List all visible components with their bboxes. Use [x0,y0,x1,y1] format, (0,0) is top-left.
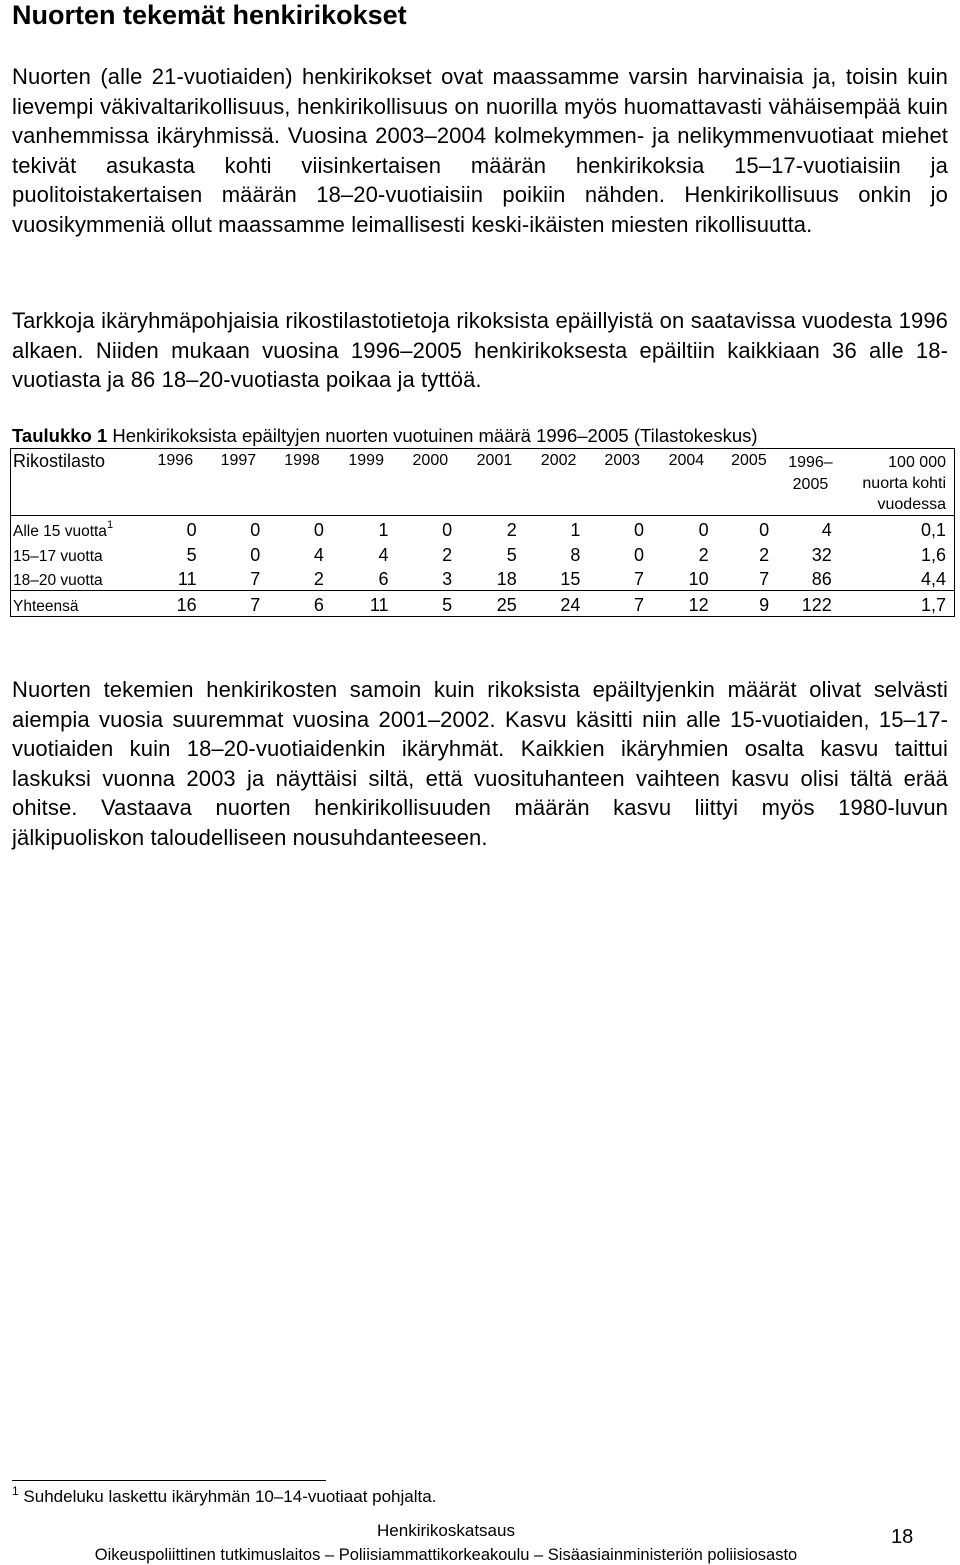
table-cell: 15 [560,569,581,589]
header-year: 1996 [157,452,194,469]
table-cell-ratio: 1,7 [920,595,946,615]
table-cell: 0 [634,519,645,540]
header-range [779,449,842,516]
table-caption [12,424,758,448]
row-label: 15–17 vuotta [13,547,103,565]
table-cell: 7 [759,569,770,589]
table-cell: 2 [698,544,709,565]
header-ratio-line: vuodessa [877,496,946,513]
table-cell: 7 [634,569,645,589]
header-year: 2004 [668,452,705,469]
table-cell: 2 [442,544,453,565]
table-cell: 10 [688,569,709,589]
table-header-row [11,449,955,516]
header-label: Rikostilasto [13,451,106,471]
header-year: 2005 [731,452,767,469]
paragraph-statistics: Tarkkoja ikäryhmäpohjaisia rikostilastotietoja rikoksista epäillyistä on saatavissa vuodesta 1996 alkaen. Niiden mukaan vuosina 1996–2005 henkirikoksesta epäiltiin kaikkiaan 36 alle 18-vuotiasta ja 86 18–20-vuotiasta poikaa ja tyttöä. [12,308,948,392]
table-cell: 2 [759,544,770,565]
table-cell-ratio: 0,1 [920,519,946,540]
table-row [11,541,955,566]
header-range-end: 2005 [792,476,829,493]
table-total-row [11,591,955,617]
table-cell: 5 [186,544,197,565]
table-cell: 0 [313,519,324,540]
table-cell: 1 [378,519,389,540]
header-year: 2000 [412,452,449,469]
header-year: 2001 [476,452,513,469]
paragraph-intro: Nuorten (alle 21-vuotiaiden) henkirikokset ovat maassamme varsin harvinaisia ja, toisin kuin lievempi väkivaltarikollisuus, henkirikollisuus on nuorilla myös huomattavasti vähäisempää kuin vanhemmissa ikäryhmissä. Vuosina 2003–2004 kolmekymmen- ja nelikymmenvuotiaat miehet tekivät asukasta kohti viisinkertaisen määrän henkirikoksia 15–17-vuotiaisiin ja puolitoistakertaisen määrän 18–20-vuotiaisiin poikiin nähden. Henkirikollisuus onkin jo vuosikymmeniä ollut maassamme leimallisesti keski-ikäisten miesten rikollisuutta. [12,64,948,237]
table-cell: 16 [176,595,197,615]
table-cell: 0 [186,519,197,540]
table-caption-text: Henkirikoksista epäiltyjen nuorten vuotuinen määrä 1996–2005 (Tilastokeskus) [112,425,758,446]
footnote-marker: 1 [12,1484,19,1498]
suspects-table [10,448,955,617]
table-cell: 4 [378,544,389,565]
table-cell: 11 [177,569,197,589]
table-cell: 0 [698,519,709,540]
table-cell-total: 4 [821,519,832,540]
table-cell: 0 [759,519,770,540]
table-cell: 6 [378,569,389,589]
header-ratio-line: nuorta kohti [862,475,946,492]
table-cell: 24 [560,595,581,615]
header-year: 2003 [604,452,641,469]
footnote-text: Suhdeluku laskettu ikäryhmän 10–14-vuotiaat pohjalta. [23,1487,437,1506]
table-cell: 2 [506,519,517,540]
header-ratio [842,449,955,516]
footnote-ref: 1 [106,518,114,531]
table-caption-label: Taulukko 1 [12,425,108,446]
table-cell: 7 [250,595,261,615]
paragraph-trends: Nuorten tekemien henkirikosten samoin kuin rikoksista epäiltyjenkin määrät olivat selvästi aiempia vuosia suuremmat vuosina 2001–2002. Kasvu käsitti niin alle 15-vuotiaiden, 15–17-vuotiaiden kuin 18–20-vuotiaidenkin ikäryhmät. Kaikkien ikäryhmien osalta kasvu taittui laskuksi vuonna 2003 ja näyttäisi siltä, että vuosituhanteen vaihteen kasvu olisi tältä erää ohitse. Vastaava nuorten henkirikollisuuden määrän kasvu liittyi myös 1980-luvun jälkipuoliskon taloudelliseen nousuhdanteeseen. [12,677,948,850]
footnote-divider [12,1480,326,1481]
table-cell: 1 [570,519,581,540]
table-cell: 5 [506,544,517,565]
footnote [12,1486,436,1508]
header-year: 2002 [540,452,577,469]
table-cell: 25 [496,595,517,615]
header-range-start: 1996– [788,454,833,471]
table-cell-total: 86 [811,569,832,589]
table-cell: 7 [250,569,261,589]
header-year: 1999 [348,452,384,469]
table-cell: 4 [313,544,324,565]
table-cell: 0 [250,544,261,565]
table-cell: 18 [496,569,517,589]
table-cell-ratio: 1,6 [920,544,946,565]
table-cell: 3 [442,569,453,589]
footer-publishers: Oikeuspoliittinen tutkimuslaitos – Poliisiammattikorkeakoulu – Sisäasiainministeriön poliisiosasto [94,1546,798,1564]
table-cell: 2 [313,569,324,589]
table-cell: 6 [313,595,324,615]
table-cell: 9 [759,595,770,615]
header-year: 1997 [220,452,257,469]
table-cell: 7 [634,595,645,615]
table-cell-total: 32 [811,544,832,565]
table-cell: 11 [369,595,389,615]
table-cell: 8 [570,544,581,565]
page-heading: Nuorten tekemät henkirikokset [12,0,407,30]
header-year: 1998 [284,452,320,469]
page-number: 18 [891,1526,914,1548]
table-cell: 0 [442,519,453,540]
table-cell: 12 [688,595,709,615]
row-label: Alle 15 vuotta$^1$ [13,518,114,540]
footer-title: Henkirikoskatsaus [377,1521,515,1540]
table-cell-ratio: 4,4 [920,569,946,589]
row-label: Yhteensä [13,598,79,615]
row-label: 18–20 vuotta [13,572,103,589]
table-cell-total: 122 [801,595,832,615]
table-cell: 5 [442,595,453,615]
table-row [11,566,955,591]
table-row [11,516,955,541]
table-cell: 0 [250,519,261,540]
table-cell: 0 [634,544,645,565]
header-ratio-line: 100 000 [888,454,946,471]
